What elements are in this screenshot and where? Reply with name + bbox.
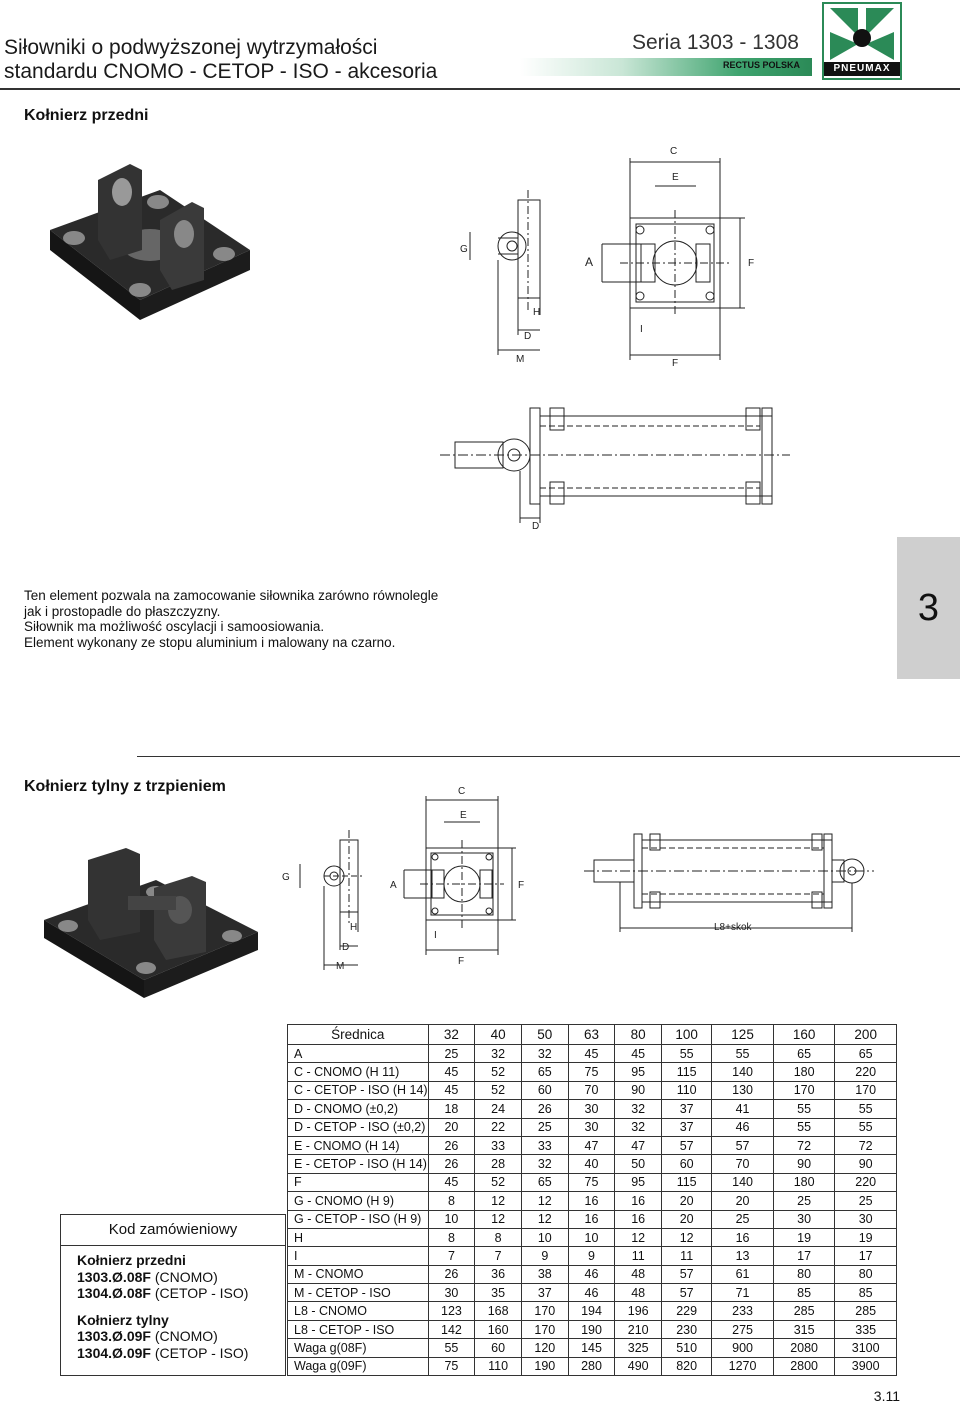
table-cell: 50	[615, 1155, 662, 1173]
row-label: M - CETOP - ISO	[288, 1284, 429, 1302]
table-cell: 12	[521, 1192, 568, 1210]
description-line: Element wykonany ze stopu aluminium i malowany na czarno.	[24, 634, 396, 650]
table-cell: 26	[521, 1100, 568, 1118]
header-diameter-cell: 32	[428, 1025, 475, 1045]
table-cell: 19	[773, 1228, 835, 1246]
table-cell: 7	[475, 1247, 522, 1265]
table-cell: 46	[568, 1265, 615, 1283]
table-cell: 75	[568, 1173, 615, 1191]
table-cell: 230	[662, 1320, 712, 1338]
table-cell: 48	[615, 1265, 662, 1283]
table-cell: 57	[662, 1265, 712, 1283]
table-cell: 57	[662, 1136, 712, 1154]
header-diameter-label: Średnica	[288, 1025, 429, 1045]
row-label: I	[288, 1247, 429, 1265]
table-cell: 55	[773, 1118, 835, 1136]
rear-dim-label-m: M	[336, 961, 345, 972]
table-row	[288, 1063, 897, 1081]
description-line: Siłownik ma możliwość oscylacji i samoosiowania.	[24, 619, 325, 634]
row-label: G - CNOMO (H 9)	[288, 1192, 429, 1210]
table-cell: 12	[662, 1228, 712, 1246]
table-cell: 70	[568, 1081, 615, 1099]
front-flange-description	[24, 588, 438, 650]
table-cell: 19	[835, 1228, 897, 1246]
table-cell: 20	[662, 1192, 712, 1210]
table-cell: 168	[475, 1302, 522, 1320]
table-cell: 120	[521, 1339, 568, 1357]
table-cell: 123	[428, 1302, 475, 1320]
table-cell: 10	[521, 1228, 568, 1246]
order-group-name: Kołnierz tylny	[77, 1311, 169, 1328]
table-cell: 3900	[835, 1357, 897, 1375]
front-flange-photo	[40, 150, 260, 330]
order-code: 1303.Ø.09F	[77, 1328, 151, 1344]
cyl-dim-label-d: D	[532, 521, 540, 532]
table-cell: 30	[568, 1100, 615, 1118]
table-cell: 61	[712, 1265, 774, 1283]
table-cell: 57	[662, 1284, 712, 1302]
rear-dim-label-e: E	[460, 810, 467, 821]
table-cell: 130	[712, 1081, 774, 1099]
table-cell: 17	[773, 1247, 835, 1265]
table-cell: 52	[475, 1173, 522, 1191]
table-cell: 55	[773, 1100, 835, 1118]
header-diameter-cell: 125	[712, 1025, 774, 1045]
table-header-row	[288, 1025, 897, 1045]
table-cell: 36	[475, 1265, 522, 1283]
rear-dim-label-f-side: F	[518, 880, 525, 891]
table-cell: 25	[521, 1118, 568, 1136]
table-cell: 220	[835, 1063, 897, 1081]
table-cell: 490	[615, 1357, 662, 1375]
header-band	[520, 58, 812, 76]
table-cell: 55	[662, 1045, 712, 1063]
rear-dim-label-g: G	[282, 872, 290, 883]
table-cell: 37	[521, 1284, 568, 1302]
table-cell: 900	[712, 1339, 774, 1357]
row-label: E - CNOMO (H 14)	[288, 1136, 429, 1154]
table-cell: 25	[773, 1192, 835, 1210]
table-cell: 65	[521, 1173, 568, 1191]
table-cell: 30	[568, 1118, 615, 1136]
rear-dim-label-f-bottom: F	[458, 956, 465, 967]
row-label: Waga g(09F)	[288, 1357, 429, 1375]
table-cell: 30	[835, 1210, 897, 1228]
logo-text: PNEUMAX	[824, 62, 900, 76]
stroke-length-label: L8+skok	[714, 922, 752, 933]
dim-label-a: A	[585, 255, 594, 269]
table-cell: 11	[662, 1247, 712, 1265]
rear-flange-photo	[36, 840, 266, 1000]
table-cell: 32	[615, 1100, 662, 1118]
section-rear-flange-title: Kołnierz tylny z trzpieniem	[24, 778, 226, 795]
table-row	[288, 1136, 897, 1154]
section-separator	[137, 756, 960, 757]
order-standard: (CETOP - ISO)	[154, 1344, 249, 1361]
rectus-label: RECTUS POLSKA	[722, 60, 800, 70]
row-label: C - CNOMO (H 11)	[288, 1063, 429, 1081]
table-cell: 315	[773, 1320, 835, 1338]
table-cell: 72	[835, 1136, 897, 1154]
order-code-line	[77, 1285, 285, 1302]
table-cell: 11	[615, 1247, 662, 1265]
table-cell: 26	[428, 1136, 475, 1154]
table-cell: 3100	[835, 1339, 897, 1357]
row-label: E - CETOP - ISO (H 14)	[288, 1155, 429, 1173]
table-cell: 52	[475, 1081, 522, 1099]
order-group-name: Kołnierz przedni	[77, 1252, 186, 1268]
table-cell: 275	[712, 1320, 774, 1338]
logo-mark-icon	[824, 4, 900, 64]
order-standard: (CETOP - ISO)	[154, 1285, 249, 1301]
table-cell: 194	[568, 1302, 615, 1320]
table-cell: 48	[615, 1284, 662, 1302]
table-row	[288, 1284, 897, 1302]
table-cell: 65	[773, 1045, 835, 1063]
table-cell: 9	[521, 1247, 568, 1265]
table-cell: 25	[428, 1045, 475, 1063]
table-cell: 190	[568, 1320, 615, 1338]
table-cell: 196	[615, 1302, 662, 1320]
table-cell: 8	[475, 1228, 522, 1246]
header-diameter-cell: 100	[662, 1025, 712, 1045]
table-cell: 70	[712, 1155, 774, 1173]
row-label: G - CETOP - ISO (H 9)	[288, 1210, 429, 1228]
rear-dim-label-i: I	[434, 930, 437, 941]
table-cell: 12	[615, 1228, 662, 1246]
table-cell: 16	[615, 1210, 662, 1228]
table-cell: 35	[475, 1284, 522, 1302]
table-row	[288, 1320, 897, 1338]
table-cell: 142	[428, 1320, 475, 1338]
document-title	[4, 36, 437, 84]
dim-label-g: G	[460, 244, 468, 255]
table-cell: 90	[615, 1081, 662, 1099]
dim-label-m: M	[516, 354, 525, 365]
dim-label-f-bottom: F	[672, 358, 679, 369]
row-label: A	[288, 1045, 429, 1063]
dim-label-e: E	[672, 172, 679, 183]
row-label: D - CNOMO (±0,2)	[288, 1100, 429, 1118]
table-cell: 25	[835, 1192, 897, 1210]
order-code: 1304.Ø.08F	[77, 1285, 151, 1301]
table-cell: 285	[835, 1302, 897, 1320]
table-cell: 32	[521, 1155, 568, 1173]
table-cell: 33	[521, 1136, 568, 1154]
table-cell: 45	[568, 1045, 615, 1063]
table-cell: 32	[475, 1045, 522, 1063]
table-cell: 280	[568, 1357, 615, 1375]
table-cell: 12	[475, 1210, 522, 1228]
table-cell: 75	[428, 1357, 475, 1375]
title-line-2: standardu CNOMO - CETOP - ISO - akcesoria	[4, 60, 438, 83]
table-cell: 72	[773, 1136, 835, 1154]
header-diameter-cell: 63	[568, 1025, 615, 1045]
table-cell: 170	[835, 1081, 897, 1099]
table-cell: 24	[475, 1100, 522, 1118]
table-cell: 820	[662, 1357, 712, 1375]
order-code: 1304.Ø.09F	[77, 1344, 151, 1361]
table-row	[288, 1192, 897, 1210]
table-cell: 46	[568, 1284, 615, 1302]
table-cell: 16	[615, 1192, 662, 1210]
table-cell: 160	[475, 1320, 522, 1338]
table-cell: 45	[428, 1081, 475, 1099]
table-cell: 325	[615, 1339, 662, 1357]
dim-label-c: C	[670, 146, 678, 157]
row-label: D - CETOP - ISO (±0,2)	[288, 1118, 429, 1136]
table-cell: 8	[428, 1192, 475, 1210]
table-cell: 20	[712, 1192, 774, 1210]
table-row	[288, 1357, 897, 1375]
table-cell: 55	[835, 1118, 897, 1136]
table-cell: 90	[773, 1155, 835, 1173]
table-cell: 30	[773, 1210, 835, 1228]
front-flange-cylinder-drawing	[440, 398, 800, 538]
front-flange-drawing	[440, 140, 770, 370]
table-cell: 12	[521, 1210, 568, 1228]
table-row	[288, 1118, 897, 1136]
table-cell: 47	[615, 1136, 662, 1154]
table-cell: 85	[835, 1284, 897, 1302]
rear-dim-label-c: C	[458, 786, 466, 797]
table-cell: 26	[428, 1265, 475, 1283]
table-cell: 46	[712, 1118, 774, 1136]
rear-dim-label-h: H	[350, 922, 358, 933]
table-row	[288, 1339, 897, 1357]
table-cell: 10	[568, 1228, 615, 1246]
header-rule	[0, 88, 960, 90]
table-cell: 55	[712, 1045, 774, 1063]
table-cell: 9	[568, 1247, 615, 1265]
table-cell: 2080	[773, 1339, 835, 1357]
section-front-flange-title: Kołnierz przedni	[24, 107, 149, 124]
table-cell: 45	[428, 1063, 475, 1081]
table-row	[288, 1265, 897, 1283]
table-cell: 20	[428, 1118, 475, 1136]
table-cell: 110	[475, 1357, 522, 1375]
table-cell: 95	[615, 1063, 662, 1081]
table-cell: 55	[835, 1100, 897, 1118]
table-cell: 510	[662, 1339, 712, 1357]
table-cell: 22	[475, 1118, 522, 1136]
table-cell: 32	[521, 1045, 568, 1063]
table-cell: 57	[712, 1136, 774, 1154]
table-cell: 80	[835, 1265, 897, 1283]
table-row	[288, 1155, 897, 1173]
table-cell: 16	[568, 1210, 615, 1228]
table-cell: 32	[615, 1118, 662, 1136]
table-cell: 20	[662, 1210, 712, 1228]
table-row	[288, 1228, 897, 1246]
order-code-line	[77, 1328, 285, 1345]
table-cell: 18	[428, 1100, 475, 1118]
table-cell: 80	[773, 1265, 835, 1283]
table-cell: 85	[773, 1284, 835, 1302]
table-cell: 28	[475, 1155, 522, 1173]
table-cell: 1270	[712, 1357, 774, 1375]
table-cell: 115	[662, 1173, 712, 1191]
dim-label-i: I	[640, 324, 643, 335]
table-cell: 38	[521, 1265, 568, 1283]
table-cell: 140	[712, 1063, 774, 1081]
table-cell: 190	[521, 1357, 568, 1375]
table-cell: 140	[712, 1173, 774, 1191]
table-cell: 180	[773, 1063, 835, 1081]
table-cell: 13	[712, 1247, 774, 1265]
header-diameter-cell: 40	[475, 1025, 522, 1045]
table-cell: 16	[568, 1192, 615, 1210]
table-cell: 170	[521, 1320, 568, 1338]
table-cell: 229	[662, 1302, 712, 1320]
table-cell: 37	[662, 1118, 712, 1136]
table-cell: 65	[521, 1063, 568, 1081]
series-label: Seria 1303 - 1308	[632, 31, 799, 54]
row-label: M - CNOMO	[288, 1265, 429, 1283]
table-cell: 12	[475, 1192, 522, 1210]
dim-label-f-side: F	[748, 258, 755, 269]
table-row	[288, 1173, 897, 1191]
row-label: L8 - CETOP - ISO	[288, 1320, 429, 1338]
row-label: L8 - CNOMO	[288, 1302, 429, 1320]
table-cell: 16	[712, 1228, 774, 1246]
table-cell: 40	[568, 1155, 615, 1173]
table-cell: 37	[662, 1100, 712, 1118]
order-code: 1303.Ø.08F	[77, 1268, 151, 1285]
table-cell: 26	[428, 1155, 475, 1173]
table-cell: 47	[568, 1136, 615, 1154]
header-diameter-cell: 200	[835, 1025, 897, 1045]
order-code-line	[77, 1345, 285, 1362]
order-code-title: Kod zamówieniowy	[61, 1215, 285, 1246]
table-cell: 180	[773, 1173, 835, 1191]
header-diameter-cell: 160	[773, 1025, 835, 1045]
rear-flange-cylinder-drawing	[584, 820, 894, 950]
row-label: F	[288, 1173, 429, 1191]
table-row	[288, 1247, 897, 1265]
order-code-line	[77, 1269, 285, 1286]
table-row	[288, 1081, 897, 1099]
row-label: H	[288, 1228, 429, 1246]
rear-dim-label-d: D	[342, 942, 350, 953]
rear-flange-drawing	[280, 780, 550, 980]
table-cell: 110	[662, 1081, 712, 1099]
table-cell: 170	[773, 1081, 835, 1099]
table-cell: 335	[835, 1320, 897, 1338]
page-number: 3.11	[873, 1388, 900, 1404]
table-cell: 45	[615, 1045, 662, 1063]
table-row	[288, 1045, 897, 1063]
table-cell: 17	[835, 1247, 897, 1265]
table-cell: 25	[712, 1210, 774, 1228]
table-cell: 2800	[773, 1357, 835, 1375]
header-diameter-cell: 80	[615, 1025, 662, 1045]
table-cell: 60	[521, 1081, 568, 1099]
title-line-1: Siłowniki o podwyższonej wytrzymałości	[4, 36, 378, 59]
table-cell: 60	[475, 1339, 522, 1357]
table-cell: 41	[712, 1100, 774, 1118]
table-cell: 145	[568, 1339, 615, 1357]
table-cell: 45	[428, 1173, 475, 1191]
table-cell: 55	[428, 1339, 475, 1357]
dimensions-table	[287, 1024, 897, 1376]
table-cell: 33	[475, 1136, 522, 1154]
row-label: C - CETOP - ISO (H 14)	[288, 1081, 429, 1099]
table-cell: 233	[712, 1302, 774, 1320]
table-cell: 170	[521, 1302, 568, 1320]
table-cell: 210	[615, 1320, 662, 1338]
table-cell: 90	[835, 1155, 897, 1173]
table-cell: 115	[662, 1063, 712, 1081]
row-label: Waga g(08F)	[288, 1339, 429, 1357]
table-row	[288, 1100, 897, 1118]
pneumax-logo	[822, 2, 902, 80]
table-cell: 52	[475, 1063, 522, 1081]
table-row	[288, 1302, 897, 1320]
table-row	[288, 1210, 897, 1228]
table-cell: 220	[835, 1173, 897, 1191]
table-cell: 7	[428, 1247, 475, 1265]
table-cell: 65	[835, 1045, 897, 1063]
rear-dim-label-a: A	[390, 880, 397, 891]
table-cell: 285	[773, 1302, 835, 1320]
header-diameter-cell: 50	[521, 1025, 568, 1045]
table-cell: 75	[568, 1063, 615, 1081]
dim-label-d: D	[524, 331, 532, 342]
table-cell: 60	[662, 1155, 712, 1173]
table-cell: 10	[428, 1210, 475, 1228]
order-code-box	[60, 1214, 286, 1376]
dim-label-h: H	[533, 307, 541, 318]
description-line: Ten element pozwala na zamocowanie siłownika zarówno równolegle	[24, 588, 439, 603]
order-standard: (CNOMO)	[154, 1268, 218, 1285]
order-standard: (CNOMO)	[154, 1328, 218, 1344]
table-cell: 71	[712, 1284, 774, 1302]
description-line: jak i prostopadle do płaszczyzny.	[24, 603, 221, 619]
chapter-tab: 3	[897, 537, 960, 679]
table-cell: 30	[428, 1284, 475, 1302]
table-cell: 8	[428, 1228, 475, 1246]
table-cell: 95	[615, 1173, 662, 1191]
